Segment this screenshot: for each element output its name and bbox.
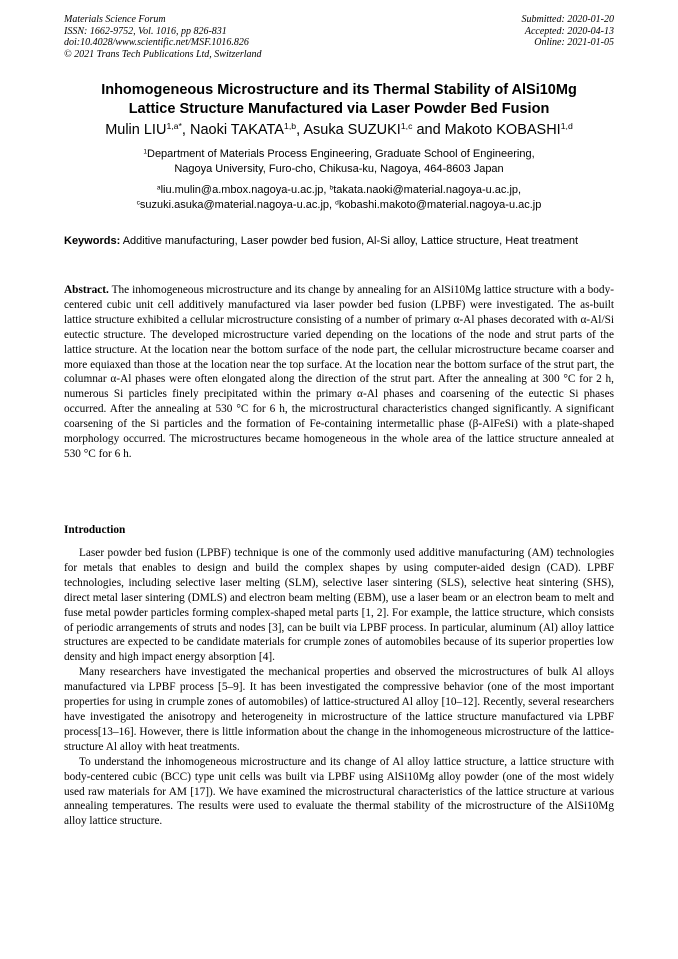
abstract-label: Abstract.	[64, 284, 109, 296]
author-list	[30, 121, 648, 139]
email-address[interactable]: takata.naoki@material.nagoya-u.ac.jp	[333, 184, 519, 196]
author-sep: ,	[181, 122, 190, 138]
author-sep: ,	[296, 122, 304, 138]
email-sup: c	[136, 199, 140, 207]
intro-paragraph: Many researchers have investigated the mechanical properties and observed the microstructures of bulk Al alloys manufactured via LPBF process [5–9]. It has been investigated the compressive behavior (one of the most important properties for using in crumple zones of automobiles) of lattice-structured Al alloy [10–12]. Recently, several researchers have investigated the anisotropy and heterogeneity in microstructure of the lattice structure manufactured via LPBF process[13–16]. However, there is little information about the change in the inhomogeneous microstructure of the lattice-structure Al alloy with heat treatments.	[64, 666, 614, 753]
email-sup: d	[335, 199, 339, 207]
journal-info	[64, 14, 262, 60]
author-sup: 1,b	[283, 121, 297, 132]
introduction-heading: Introduction	[64, 524, 126, 536]
date-submitted: Submitted: 2020-01-20	[521, 14, 614, 25]
author-sup: 1,c	[400, 121, 413, 132]
affiliation-line-1: Department of Materials Process Engineering, Graduate School of Engineering,	[147, 148, 535, 160]
title-line-1: Inhomogeneous Microstructure and its Thermal Stability of AlSi10Mg	[101, 82, 577, 98]
paper-title	[40, 81, 638, 118]
author-sup: 1,a*	[166, 121, 182, 132]
date-online: Online: 2021-01-05	[534, 37, 614, 49]
email-sup: b	[329, 184, 334, 192]
introduction-body	[64, 546, 614, 829]
email-address[interactable]: liu.mulin@a.mbox.nagoya-u.ac.jp	[160, 184, 324, 196]
author-name: Naoki TAKATA	[189, 122, 284, 138]
affiliation-sup: 1	[143, 148, 147, 156]
title-line-2: Lattice Structure Manufactured via Laser Powder Bed Fusion	[128, 100, 550, 117]
keywords-text: Additive manufacturing, Laser powder bed fusion, Al-Si alloy, Lattice structure, Heat treatment	[120, 235, 579, 247]
email-sep: ,	[518, 184, 522, 196]
intro-paragraph: To understand the inhomogeneous microstructure and its change of Al alloy lattice structure, a lattice structure with body-centered cubic (BCC) type unit cells was built via LPBF using AlSi10Mg alloy powder (one of the most widely used raw materials for AM [17]). We have examined the microstructural characteristics of the lattice structure at various annealing temperatures. The results were used to evaluate the thermal stability of the microstructure of the AlSi10Mg alloy lattice structure.	[64, 755, 614, 828]
author-name: Mulin LIU	[105, 122, 167, 138]
affiliation-line-2: Nagoya University, Furo-cho, Chikusa-ku, Nagoya, 464-8603 Japan	[174, 163, 504, 175]
author-sup: 1,d	[560, 121, 573, 132]
affiliation	[40, 147, 638, 177]
email-sep: ,	[329, 199, 336, 211]
keywords	[64, 234, 614, 249]
email-sep: ,	[323, 184, 330, 196]
intro-paragraph: Laser powder bed fusion (LPBF) technique is one of the commonly used additive manufacturing (AM) technologies for metals that enables to design and build the complex shapes by using computer-aided design (CAD). LPBF technologies, including selective laser melting (SLM), selective laser sintering (SLS), selective heat sintering (SHS), direct metal laser sintering (DMLS) and electron beam melting (EBM), use a laser beam or an electron beam to melt and fuse metal powder particles forming complex-shaped metal parts [1, 2]. For example, the lattice structure, which consists of periodic arrangements of struts and nodes [3], can be built via LPBF process. In particular, aluminum (Al) alloy lattice structures are expected to be candidate materials for crumple zones of automobiles because of its superior properties low density and high impact energy absorption [4].	[64, 547, 614, 664]
email-list	[40, 183, 638, 213]
keywords-label: Keywords:	[64, 235, 121, 247]
email-sup: a	[156, 184, 161, 192]
journal-issn: ISSN: 1662-9752, Vol. 1016, pp 826-831	[64, 25, 227, 37]
date-accepted: Accepted: 2020-04-13	[524, 25, 614, 37]
journal-name: Materials Science Forum	[64, 14, 166, 25]
publication-dates	[522, 14, 615, 49]
author-name: Asuka SUZUKI	[303, 122, 401, 138]
journal-copyright: © 2021 Trans Tech Publications Ltd, Switzerland	[64, 48, 262, 60]
email-address[interactable]: suzuki.asuka@material.nagoya-u.ac.jp	[139, 199, 330, 211]
abstract-text: The inhomogeneous microstructure and its change by annealing for an AlSi10Mg lattice structure with a body-centered cubic unit cell additively manufactured via laser powder bed fusion (LPBF) were investigated. The as-built lattice structure exhibited a cellular microstructure consisting of a number of primary α-Al phases decorated with α-Al/Si eutectic structure. The developed microstructure varied depending on the locations of the node and strut parts of the lattice structure. At the location near the bottom surface of the node part, the cellular microstructure became coarser and more equiaxed than those at the location near the top surface. At the location near the bottom surface of the strut part, the columnar α-Al phases were often elongated along the direction of the strut part. After the annealing at 300 °C for 2 h, numerous Si particles finely precipitated within the primary α-Al phases and coarsening of the eutectic Si phases occurred. After the annealing at 530 °C for 6 h, the microstructural characteristics changed significantly. A significant coarsening of the Si particles and the formation of Fe-containing intermetallic phase (β-AlFeSi) with a plate-shaped morphology occurred. The microstructures became homogeneous in the whole area of the lattice structure annealed at 530 °C for 6 h.	[64, 284, 614, 460]
email-address[interactable]: kobashi.makoto@material.nagoya-u.ac.jp	[338, 199, 542, 211]
author-sep: and	[412, 122, 445, 138]
journal-doi[interactable]: doi:10.4028/www.scientific.net/MSF.1016.826	[64, 37, 249, 49]
abstract	[64, 283, 614, 462]
author-name: Makoto KOBASHI	[444, 122, 561, 138]
